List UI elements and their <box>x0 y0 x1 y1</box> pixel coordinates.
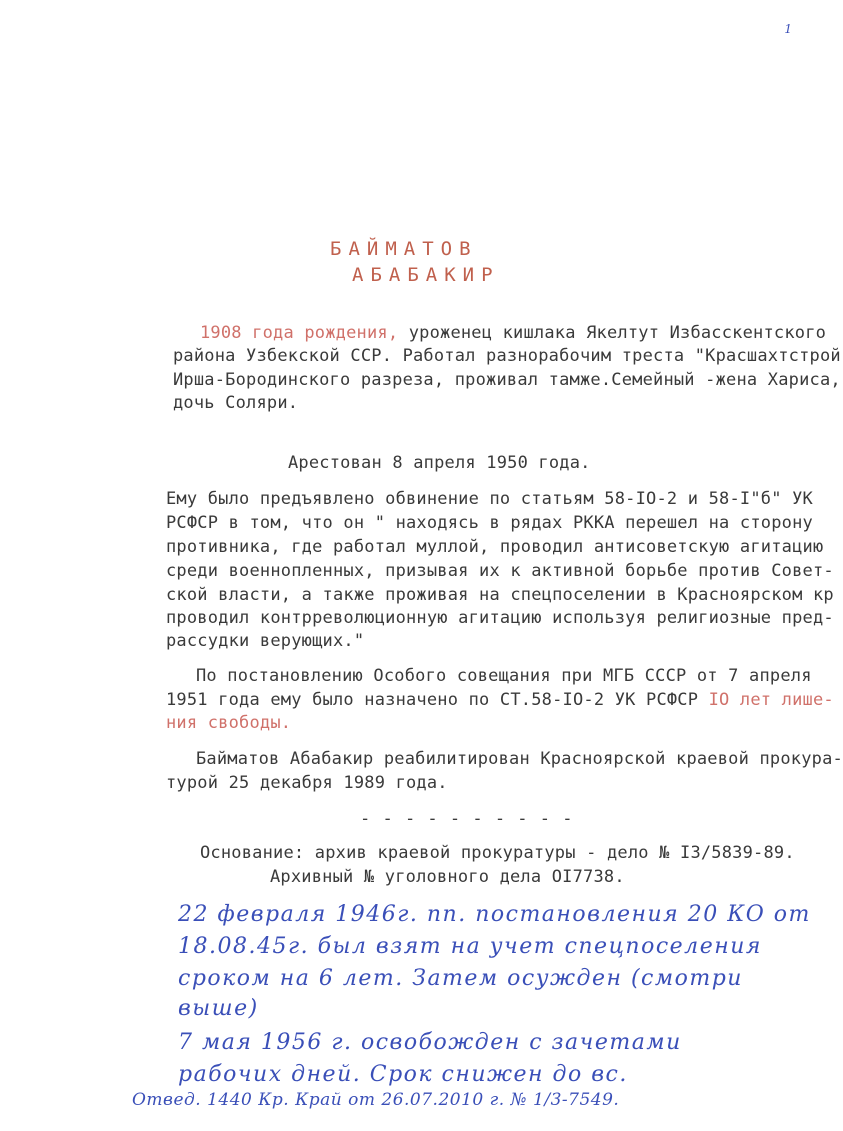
sentence-line-1: По постановлению Особого совещания при МГБ СССР от 7 апреля <box>196 666 812 686</box>
page-corner-mark: 1 <box>784 22 792 36</box>
sentence-term-text: IO лет лише- <box>708 690 834 710</box>
basis-line: Основание: архив краевой прокуратуры - дело № I3/5839-89. <box>200 843 795 863</box>
arrest-date-line: Арестован 8 апреля 1950 года. <box>288 453 591 473</box>
bio-line-2: района Узбекской ССР. Работал разнорабочим треста "Крaсшахтстрой <box>173 346 841 366</box>
sentence-line-2-text: 1951 года ему было назначено по СТ.58-IO-2 УК РСФСР <box>166 690 709 710</box>
charge-line-1: Ему было предъявлено обвинение по статьям 58-IO-2 и 58-I"б" УК <box>166 489 813 509</box>
bio-line-1-rest: уроженец кишлака Якелтут Избасскентского <box>398 323 827 343</box>
birth-year-text: 1908 года рождения, <box>200 323 399 343</box>
charge-line-3: противника, где работал муллой, проводил антисоветскую агитацию <box>166 537 824 557</box>
charge-line-4: среди военнопленных, призывая их к активной борьбе против Совет- <box>166 561 834 581</box>
bio-line-3: Ирша-Бородинского разреза, проживал тамже.Семейный -жена Хариса, <box>173 370 841 390</box>
archive-number-line: Архивный № уголовного дела OI7738. <box>270 867 625 887</box>
charge-line-2: РСФСР в том, что он " находясь в рядах РККА перешел на сторону <box>166 513 813 533</box>
sentence-line-2 <box>166 689 834 711</box>
handwritten-note-line-6: рабочих дней. Срок снижен до вс. <box>178 1062 628 1087</box>
charge-line-6: проводил контрреволюционную агитацию используя религиозные пред- <box>166 608 834 628</box>
charge-line-7: рассудки верующих." <box>166 631 365 651</box>
bio-line-4: дочь Соляри. <box>173 393 299 413</box>
rehab-line-2: турой 25 декабря 1989 года. <box>166 773 448 793</box>
bio-line-1 <box>200 322 826 344</box>
sentence-line-3: ния свободы. <box>166 713 292 733</box>
handwritten-note-line-1: 22 февраля 1946г. пп. постановления 20 КО от <box>178 902 811 927</box>
handwritten-note-line-2: 18.08.45г. был взят на учет спецпоселения <box>178 934 762 959</box>
section-divider: - - - - - - - - - - <box>360 809 574 829</box>
first-name-heading: АБАБАКИР <box>352 264 500 286</box>
handwritten-note-line-3: сроком на 6 лет. Затем осужден (смотри <box>178 966 743 991</box>
handwritten-note-line-7: Отвед. 1440 Кр. Край от 26.07.2010 г. № 1/3-7549. <box>132 1090 620 1110</box>
handwritten-note-line-4: выше) <box>178 996 259 1021</box>
rehab-line-1: Байматов Абабакир реабилитирован Красноярской краевой прокура- <box>196 749 843 769</box>
surname-heading: БАЙМАТОВ <box>330 238 478 260</box>
charge-line-5: ской власти, а также проживая на спецпоселении в Красноярском кр <box>166 585 834 605</box>
handwritten-note-line-5: 7 мая 1956 г. освобожден с зачетами <box>178 1030 682 1055</box>
